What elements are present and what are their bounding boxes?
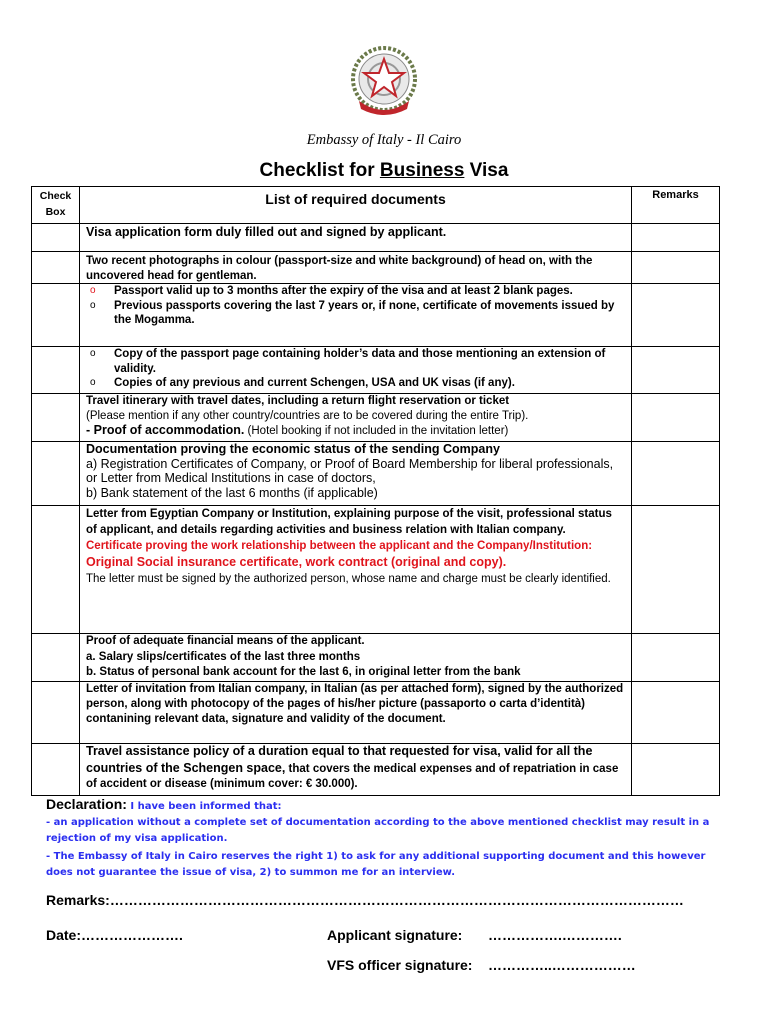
remarks-cell[interactable] (632, 284, 720, 347)
check-box[interactable] (32, 744, 80, 796)
check-box[interactable] (32, 347, 80, 394)
remarks-cell[interactable] (632, 506, 720, 634)
remarks-cell[interactable] (632, 442, 720, 506)
declaration-intro: I have been informed that: (126, 801, 282, 812)
table-row (32, 744, 720, 796)
requirement-cell: Documentation proving the economic status of the sending Company a) Registration Certificates of Company, or Proof of Board Membership for liberal professionals, or Letter from Medical Institutions in case of doctors, b) Bank statement of the last 6 months (if applicable) (80, 442, 632, 506)
vfs-signature-field[interactable]: …………..……………… (488, 957, 636, 973)
table-row (32, 347, 720, 394)
requirement-cell: o Passport valid up to 3 months after the expiry of the visa and at least 2 blank pages. o Previous passports covering the last 7 years or, if none, certificate of movements issued by the Mogamma. (80, 284, 632, 347)
requirement-cell: Travel itinerary with travel dates, including a return flight reservation or ticket (Please mention if any other country/countries are to be covered during the entire Trip). - Proof of accommodation. (Hotel booking if not included in the invitation letter) (80, 394, 632, 442)
circle-bullet-icon: o (90, 285, 96, 296)
checklist-table (31, 186, 720, 796)
circle-bullet-icon: o (90, 377, 96, 388)
circle-bullet-icon: o (90, 299, 96, 311)
table-row (32, 634, 720, 682)
check-box[interactable] (32, 224, 80, 252)
circle-bullet-icon: o (90, 348, 96, 359)
table-row (32, 224, 720, 252)
table-row (32, 506, 720, 634)
requirement-cell: o Copy of the passport page containing holder’s data and those mentioning an extension of validity. o Copies of any previous and current Schengen, USA and UK visas (if any). (80, 347, 632, 394)
requirement-cell: Proof of adequate financial means of the applicant. a. Salary slips/certificates of the last three months b. Status of personal bank account for the last 6, in original letter from the bank (80, 634, 632, 682)
date-line[interactable]: Date:…………………. (46, 927, 183, 943)
applicant-signature-field[interactable]: …………….…………. (488, 927, 622, 943)
requirement-cell: Visa application form duly filled out and signed by applicant. (80, 224, 632, 252)
remarks-header: Remarks (632, 187, 720, 224)
remarks-cell[interactable] (632, 682, 720, 744)
table-row (32, 252, 720, 284)
embassy-name: Embassy of Italy - Il Cairo (306, 132, 462, 148)
check-box[interactable] (32, 682, 80, 744)
vfs-signature-label: VFS officer signature: (327, 957, 473, 973)
requirement-cell: Travel assistance policy of a duration equal to that requested for visa, valid for all the countries of the Schengen space, that covers the medical expenses and of repatriation in case of accident or disease (minimum cover: € 30.000). (80, 744, 632, 796)
requirement-cell: Two recent photographs in colour (passport-size and white background) of head on, with the uncovered head for gentleman. (80, 252, 632, 284)
italian-republic-emblem-icon (349, 45, 419, 117)
table-row (32, 442, 720, 506)
check-box-header: Check Box (32, 187, 80, 224)
declaration-section (46, 796, 726, 881)
remarks-cell[interactable] (632, 224, 720, 252)
documents-header: List of required documents (80, 187, 632, 224)
table-row (32, 682, 720, 744)
table-row (32, 394, 720, 442)
check-box[interactable] (32, 506, 80, 634)
requirement-cell: Letter from Egyptian Company or Institution, explaining purpose of the visit, professional status of applicant, and details regarding activities and business relation with Italian company. Certificate proving the work relationship between the applicant and the Company/Institution: Original Social insurance certificate, work contract (original and copy). The letter must be signed by the authorized person, whose name and charge must be clearly identified. (80, 506, 632, 634)
table-row (32, 284, 720, 347)
check-box[interactable] (32, 252, 80, 284)
declaration-point: - an application without a complete set of documentation according to the above mentioned checklist may result in a rejection of my visa application. (46, 817, 710, 844)
declaration-heading: Declaration: (46, 796, 127, 812)
remarks-cell[interactable] (632, 347, 720, 394)
requirement-cell: Letter of invitation from Italian company, in Italian (as per attached form), signed by the authorized person, along with photocopy of the pages of his/her picture (passaporto o carta d’identità) contanining relevant data, signature and validity of the document. (80, 682, 632, 744)
check-box[interactable] (32, 442, 80, 506)
check-box[interactable] (32, 284, 80, 347)
remarks-cell[interactable] (632, 634, 720, 682)
check-box[interactable] (32, 394, 80, 442)
remarks-cell[interactable] (632, 394, 720, 442)
declaration-point: - The Embassy of Italy in Cairo reserves the right 1) to ask for any additional supporting document and this however does not guarantee the issue of visa, 2) to summon me for an interview. (46, 851, 706, 878)
page-title: Checklist for Business Visa (259, 160, 509, 181)
check-box[interactable] (32, 634, 80, 682)
remarks-cell[interactable] (632, 252, 720, 284)
remarks-line[interactable]: Remarks:…………………………………………………………………………………………………………… (46, 892, 684, 908)
table-header-row (32, 187, 720, 224)
applicant-signature-label: Applicant signature: (327, 927, 463, 943)
remarks-cell[interactable] (632, 744, 720, 796)
